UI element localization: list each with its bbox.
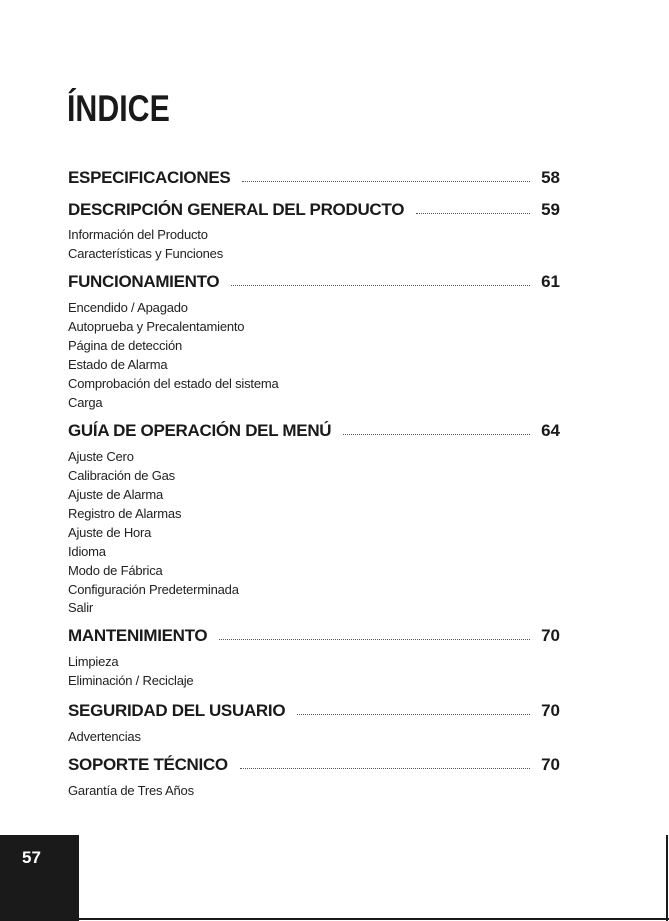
toc-heading-funcionamiento[interactable] [68, 270, 560, 292]
toc-subitem[interactable]: Ajuste de Alarma [68, 487, 164, 502]
toc-subitem[interactable]: Limpieza [68, 654, 119, 669]
dot-leader [343, 434, 530, 435]
toc-subitem[interactable]: Carga [68, 395, 103, 410]
dot-leader [219, 639, 530, 640]
toc-page-number: 58 [541, 168, 560, 187]
toc-heading-especificaciones[interactable] [68, 166, 560, 188]
toc-page-number: 59 [541, 200, 560, 219]
toc-heading-descripcion-general[interactable] [68, 198, 560, 220]
toc-subitem[interactable]: Advertencias [68, 729, 141, 744]
dot-leader [416, 213, 530, 214]
toc-heading-label: DESCRIPCIÓN GENERAL DEL PRODUCTO [68, 200, 405, 219]
page-title: ÍNDICE [67, 88, 170, 129]
toc-subitem[interactable]: Autoprueba y Precalentamiento [68, 319, 245, 334]
toc-page-number: 70 [541, 701, 560, 720]
toc-subitem[interactable]: Página de detección [68, 338, 183, 353]
toc-subitem[interactable]: Comprobación del estado del sistema [68, 376, 279, 391]
toc-heading-mantenimiento[interactable] [68, 624, 560, 646]
toc-heading-label: GUÍA DE OPERACIÓN DEL MENÚ [68, 421, 332, 440]
toc-page-number: 61 [541, 272, 560, 291]
toc-subitem[interactable]: Registro de Alarmas [68, 506, 182, 521]
toc-subitem[interactable]: Características y Funciones [68, 246, 223, 261]
page-number: 57 [22, 848, 41, 867]
toc-subitem[interactable]: Estado de Alarma [68, 357, 168, 372]
page-bottom-divider [0, 918, 669, 920]
toc-heading-label: SOPORTE TÉCNICO [68, 755, 228, 774]
toc-subitem[interactable]: Garantía de Tres Años [68, 783, 194, 798]
toc-subitem[interactable]: Salir [68, 600, 94, 615]
toc-page-number: 64 [541, 421, 560, 440]
toc-subitem[interactable]: Eliminación / Reciclaje [68, 673, 194, 688]
toc-subitem[interactable]: Encendido / Apagado [68, 300, 188, 315]
dot-leader [240, 768, 530, 769]
dot-leader [242, 181, 530, 182]
toc-subitem[interactable]: Ajuste Cero [68, 449, 134, 464]
toc-subitem[interactable]: Información del Producto [68, 227, 208, 242]
toc-heading-label: SEGURIDAD DEL USUARIO [68, 701, 286, 720]
toc-heading-label: ESPECIFICACIONES [68, 168, 231, 187]
toc-subitem[interactable]: Calibración de Gas [68, 468, 175, 483]
toc-heading-soporte-tecnico[interactable] [68, 753, 560, 775]
page-number-tab [0, 835, 79, 921]
toc-subitem[interactable]: Modo de Fábrica [68, 563, 163, 578]
toc-subitem[interactable]: Idioma [68, 544, 106, 559]
toc-page-number: 70 [541, 626, 560, 645]
toc-page-number: 70 [541, 755, 560, 774]
toc-subitem[interactable]: Ajuste de Hora [68, 525, 152, 540]
dot-leader [231, 285, 530, 286]
toc-heading-label: MANTENIMIENTO [68, 626, 208, 645]
toc-heading-label: FUNCIONAMIENTO [68, 272, 220, 291]
toc-heading-seguridad-usuario[interactable] [68, 699, 560, 721]
page-edge-divider [666, 835, 668, 921]
dot-leader [297, 714, 530, 715]
toc-subitem[interactable]: Configuración Predeterminada [68, 582, 239, 597]
toc-heading-guia-operacion-menu[interactable] [68, 419, 560, 441]
